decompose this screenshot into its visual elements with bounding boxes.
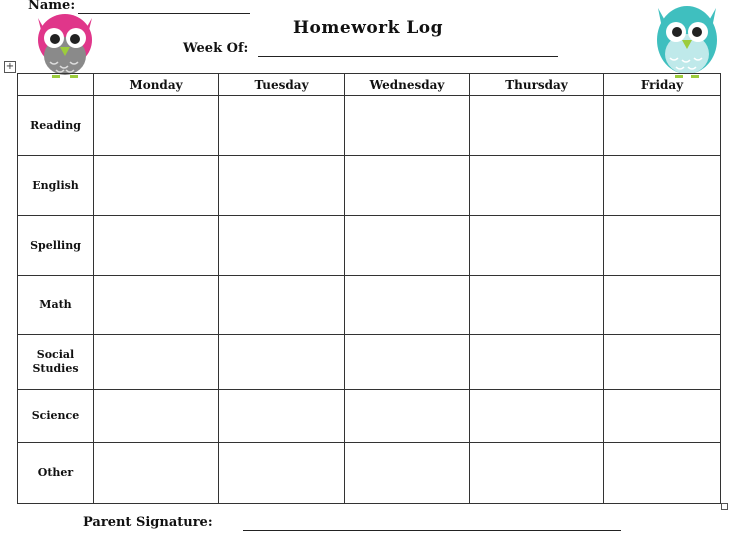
table-row — [18, 216, 721, 276]
entry-cell[interactable] — [94, 276, 219, 335]
page-title: Homework Log — [292, 18, 443, 38]
table-row — [18, 335, 721, 390]
subject-reading: Reading — [18, 96, 94, 156]
entry-cell[interactable] — [345, 216, 470, 276]
entry-cell[interactable] — [604, 390, 721, 443]
entry-cell[interactable] — [345, 443, 470, 504]
entry-cell[interactable] — [470, 96, 604, 156]
table-row — [18, 156, 721, 216]
day-header-thursday: Thursday — [470, 74, 604, 96]
pink-owl-icon — [32, 4, 98, 80]
entry-cell[interactable] — [345, 335, 470, 390]
entry-cell[interactable] — [345, 156, 470, 216]
day-header-wednesday: Wednesday — [345, 74, 470, 96]
entry-cell[interactable] — [345, 96, 470, 156]
week-of-field-line[interactable] — [258, 56, 558, 57]
entry-cell[interactable] — [94, 216, 219, 276]
entry-cell[interactable] — [345, 276, 470, 335]
parent-signature-field-line[interactable] — [243, 530, 621, 531]
entry-cell[interactable] — [94, 390, 219, 443]
day-header-friday: Friday — [604, 74, 721, 96]
entry-cell[interactable] — [604, 443, 721, 504]
homework-log-table — [17, 73, 721, 504]
entry-cell[interactable] — [604, 335, 721, 390]
entry-cell[interactable] — [604, 216, 721, 276]
name-label: Name: — [28, 0, 76, 13]
day-header-tuesday: Tuesday — [219, 74, 345, 96]
subject-other: Other — [18, 443, 94, 504]
table-header-row — [18, 74, 721, 96]
table-row — [18, 443, 721, 504]
subject-math: Math — [18, 276, 94, 335]
entry-cell[interactable] — [470, 216, 604, 276]
entry-cell[interactable] — [219, 390, 345, 443]
subject-science: Science — [18, 390, 94, 443]
table-row — [18, 276, 721, 335]
entry-cell[interactable] — [219, 96, 345, 156]
entry-cell[interactable] — [94, 96, 219, 156]
entry-cell[interactable] — [219, 276, 345, 335]
entry-cell[interactable] — [219, 216, 345, 276]
entry-cell[interactable] — [219, 335, 345, 390]
subject-social-studies: Social Studies — [18, 335, 94, 390]
teal-owl-icon — [650, 0, 724, 80]
table-corner-cell — [18, 74, 94, 96]
table-row — [18, 390, 721, 443]
entry-cell[interactable] — [219, 156, 345, 216]
entry-cell[interactable] — [219, 443, 345, 504]
subject-spelling: Spelling — [18, 216, 94, 276]
entry-cell[interactable] — [604, 96, 721, 156]
entry-cell[interactable] — [470, 335, 604, 390]
entry-cell[interactable] — [604, 276, 721, 335]
table-resize-handle-icon[interactable] — [721, 503, 728, 510]
subject-english: English — [18, 156, 94, 216]
entry-cell[interactable] — [604, 156, 721, 216]
week-of-label: Week Of: — [183, 41, 249, 56]
table-row — [18, 96, 721, 156]
entry-cell[interactable] — [94, 335, 219, 390]
name-field-line[interactable] — [78, 13, 250, 14]
table-move-handle-icon[interactable]: + — [5, 61, 15, 72]
entry-cell[interactable] — [94, 443, 219, 504]
entry-cell[interactable] — [470, 276, 604, 335]
entry-cell[interactable] — [470, 156, 604, 216]
entry-cell[interactable] — [470, 390, 604, 443]
entry-cell[interactable] — [345, 390, 470, 443]
parent-signature-label: Parent Signature: — [83, 515, 213, 530]
entry-cell[interactable] — [94, 156, 219, 216]
entry-cell[interactable] — [470, 443, 604, 504]
day-header-monday: Monday — [94, 74, 219, 96]
